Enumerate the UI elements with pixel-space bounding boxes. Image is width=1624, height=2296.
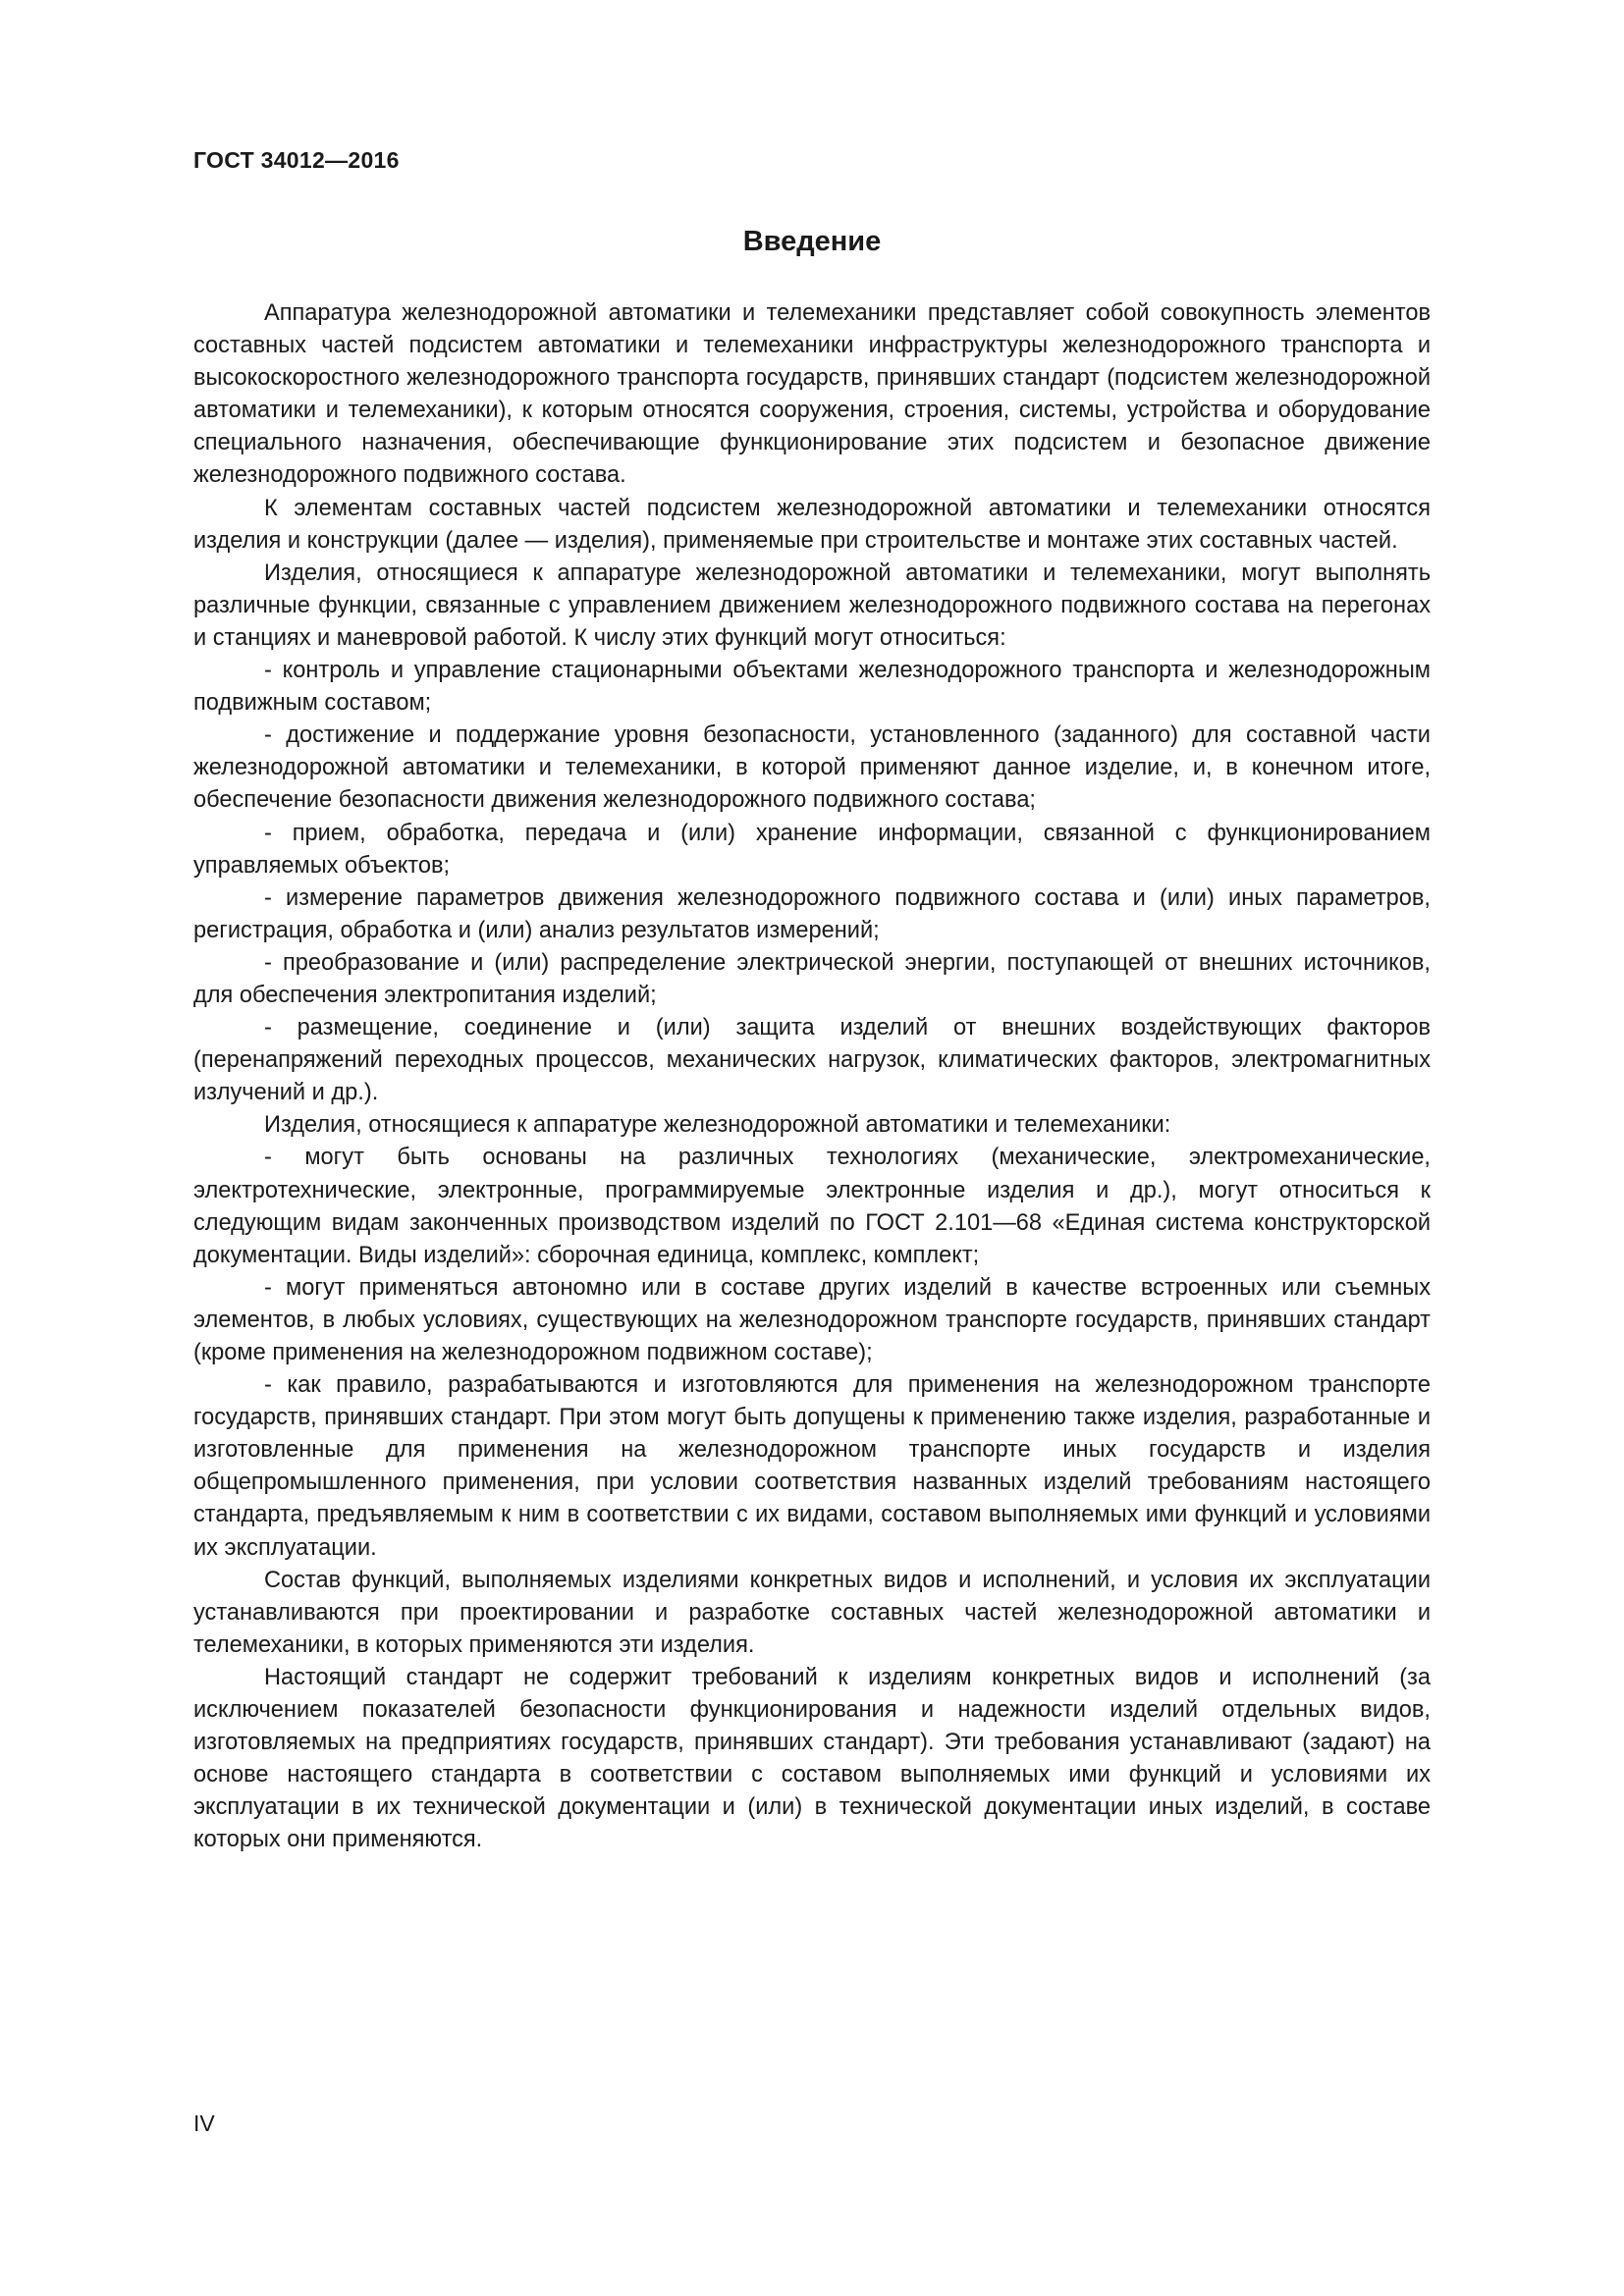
- list-item: - размещение, соединение и (или) защита изделий от внешних воздействующих факторов (перенапряжений переходных процессов, механических нагрузок, климатических факторов, электромагнитных излучений и др.).: [193, 1015, 1431, 1106]
- paragraph: Настоящий стандарт не содержит требований к изделиям конкретных видов и исполнений (за исключением показателей безопасности функционирования и надежности изделий отдельных видов, изготовляемых на предприятиях государств, принявших стандарт). Эти требования устанавливают (задают) на основе настоящего стандарта в соответствии с составом выполняемых ими функций и условиями их эксплуатации в их технической документации и (или) в технической документации иных изделий, в составе которых они применяются.: [193, 1664, 1431, 1853]
- list-item: - достижение и поддержание уровня безопасности, установленного (заданного) для составной части железнодорожной автоматики и телемеханики, в которой применяют данное изделие, и, в конечном итоге, обеспечение безопасности движения железнодорожного подвижного состава;: [193, 722, 1431, 814]
- list-item: - измерение параметров движения железнодорожного подвижного состава и (или) иных параметров, регистрация, обработка и (или) анализ результатов измерений;: [193, 884, 1431, 943]
- paragraph: Состав функций, выполняемых изделиями конкретных видов и исполнений, и условия их эксплуатации устанавливаются при проектировании и разработке составных частей железнодорожной автоматики и телемеханики, в которых применяются эти изделия.: [193, 1567, 1431, 1658]
- paragraph: Изделия, относящиеся к аппаратуре железнодорожной автоматики и телемеханики:: [264, 1112, 1171, 1139]
- list-item: - прием, обработка, передача и (или) хранение информации, связанной с функционированием управляемых объектов;: [193, 820, 1431, 879]
- list-item: - могут быть основаны на различных технологиях (механические, электромеханические, электротехнические, электронные, программируемые электронные изделия и др.), могут относиться к следующим видам законченных производством изделий по ГОСТ 2.101—68 «Единая система конструкторской документации. Виды изделий»: сборочная единица, комплекс, комплект;: [193, 1145, 1431, 1268]
- paragraph: К элементам составных частей подсистем железнодорожной автоматики и телемеханики относятся изделия и конструкции (далее — изделия), применяемые при строительстве и монтаже этих составных частей.: [193, 495, 1431, 554]
- list-item: - как правило, разрабатываются и изготовляются для применения на железнодорожном транспорте государств, принявших стандарт. При этом могут быть допущены к применению также изделия, разработанные и изготовленные для применения на железнодорожном транспорте иных государств и изделия общепромышленного применения, при условии соответствия названных изделий требованиям настоящего стандарта, предъявляемым к ним в соответствии с их видами, составом выполняемых ими функций и условиями их эксплуатации.: [193, 1372, 1431, 1561]
- list-item: - контроль и управление стационарными объектами железнодорожного транспорта и железнодорожным подвижным составом;: [193, 658, 1431, 717]
- body-text: [193, 297, 1431, 1857]
- document-code-header: ГОСТ 34012—2016: [193, 147, 400, 173]
- page-number: IV: [193, 2110, 215, 2136]
- paragraph: Аппаратура железнодорожной автоматики и телемеханики представляет собой совокупность элементов составных частей подсистем автоматики и телемеханики инфраструктуры железнодорожного транспорта и высокоскоростного железнодорожного транспорта государств, принявших стандарт (подсистем железнодорожной автоматики и телемеханики), к которым относятся сооружения, строения, системы, устройства и оборудование специального назначения, обеспечивающие функционирование этих подсистем и безопасное движение железнодорожного подвижного состава.: [193, 300, 1431, 489]
- paragraph: Изделия, относящиеся к аппаратуре железнодорожной автоматики и телемеханики, могут выполнять различные функции, связанные с управлением движением железнодорожного подвижного состава на перегонах и станциях и маневровой работой. К числу этих функций могут относиться:: [193, 560, 1431, 651]
- list-item: - преобразование и (или) распределение электрической энергии, поступающей от внешних источников, для обеспечения электропитания изделий;: [193, 949, 1431, 1008]
- list-item: - могут применяться автономно или в составе других изделий в качестве встроенных или съемных элементов, в любых условиях, существующих на железнодорожном транспорте государств, принявших стандарт (кроме применения на железнодорожном подвижном составе);: [193, 1274, 1431, 1365]
- section-title: Введение: [742, 226, 882, 257]
